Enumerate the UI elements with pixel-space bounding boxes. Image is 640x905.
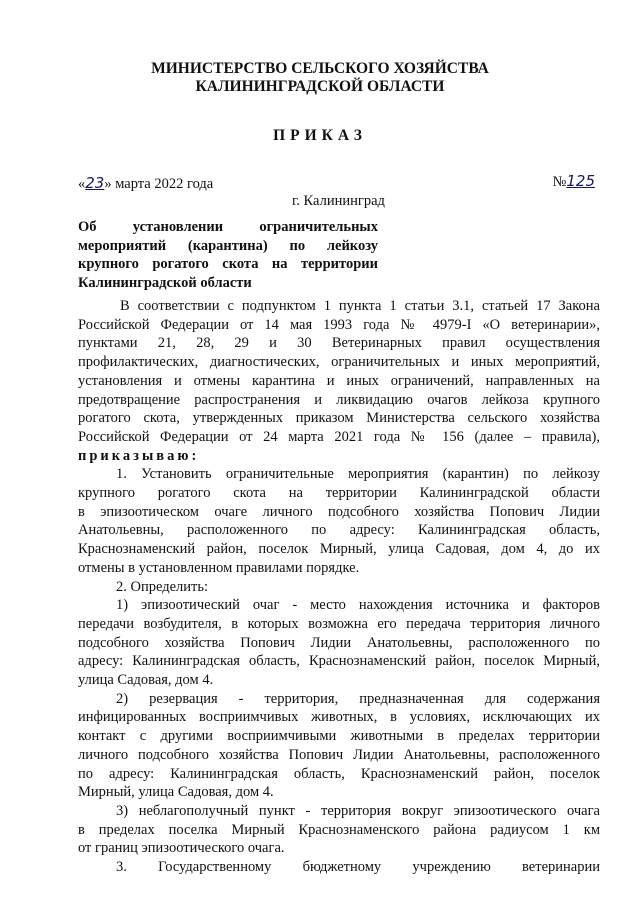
body-line: 1. Установить ограничительные мероприятия (карантин) по лейкозу [116,466,600,483]
body-line: в эпизоотическом очаге личного подсобного хозяйства Попович Лидии [78,503,600,520]
body-line-prikazyvayu: приказываю: [78,447,200,464]
body-line: рогатого скота, утвержденных приказом Министерства сельского хозяйства [78,410,600,427]
body-line: личного подсобного хозяйства Попович Лидии Анатольевны, расположенного [78,746,600,763]
subject-line: крупного рогатого скота на территории [78,256,378,273]
body-line: Анатольевны, расположенного по адресу: Калининградская область, [78,522,600,539]
body-line: подсобного хозяйства Попович Лидии Анатольевны, расположенного по [78,634,600,651]
body-line: передачи возбудителя, в которых возможна его передача территория личного [78,615,600,632]
body-line: Мирный, улица Садовая, дом 4. [78,784,274,801]
body-line: крупного рогатого скота на территории Калининградской области [78,485,600,502]
ministry-name-line1: МИНИСТЕРСТВО СЕЛЬСКОГО ХОЗЯЙСТВА [151,60,489,77]
body-line: предотвращение распространения и ликвидацию очагов лейкоза крупного [78,391,600,408]
ministry-name-line2: КАЛИНИНГРАДСКОЙ ОБЛАСТИ [195,78,445,95]
body-line: инфицированных восприимчивых животных, в условиях, исключающих их [78,709,600,726]
number-handwritten: 125 [566,172,595,190]
document-type-title: ПРИКАЗ [273,127,367,144]
body-line: В соответствии с подпунктом 1 пункта 1 статьи 3.1, статьей 17 Закона [120,298,600,314]
body-line: от границ эпизоотического очага. [78,840,285,857]
body-line: по адресу: Калининградская область, Краснознаменский район, поселок [78,765,600,782]
order-body [78,297,600,877]
body-line: Краснознаменский район, поселок Мирный, улица Садовая, дом 4, до их [78,541,600,558]
subject-line: мероприятий (карантина) по лейкозу [78,237,378,254]
order-subject [78,218,378,292]
body-line: Российской Федерации от 24 марта 2021 года № 156 (далее – правила), [78,428,600,445]
city-line: г. Калининград [292,193,385,209]
body-line: адресу: Калининградская область, Краснознаменский район, поселок Мирный, [78,653,600,670]
order-number [553,172,595,191]
number-prefix: № [552,174,567,190]
date-day-handwritten: 23 [85,174,105,192]
date-suffix: » марта 2022 года [104,176,214,192]
body-line: 3. Государственному бюджетному учреждению ветеринарии [116,859,600,876]
body-line: 2) резервация - территория, предназначенная для содержания [116,690,600,707]
order-date [78,174,213,193]
body-line: 3) неблагополучный пункт - территория вокруг эпизоотического очага [116,802,600,819]
body-line: 1) эпизоотический очаг - место нахождения источника и факторов [116,597,600,614]
body-line: установления и отмены карантина и иных ограничений, направленных на [78,372,600,389]
subject-line: Об установлении ограничительных [78,219,378,235]
body-line: в пределах поселка Мирный Краснознаменского района радиусом 1 км [78,821,600,838]
body-line: пунктами 21, 28, 29 и 30 Ветеринарных правил осуществления [78,335,600,352]
body-line: Российской Федерации от 14 мая 1993 года № 4979-I «О ветеринарии», [78,316,600,333]
body-line: отмены в установленном правилами порядке. [78,559,360,576]
body-line: улица Садовая, дом 4. [78,672,214,689]
body-line: 2. Определить: [116,578,209,595]
date-prefix: « [78,176,86,192]
body-line: контакт с другими восприимчивыми животными в пределах территории [78,728,600,745]
subject-line: Калининградской области [78,274,252,291]
body-line: профилактических, диагностических, ограничительных и иных мероприятий, [78,354,600,371]
